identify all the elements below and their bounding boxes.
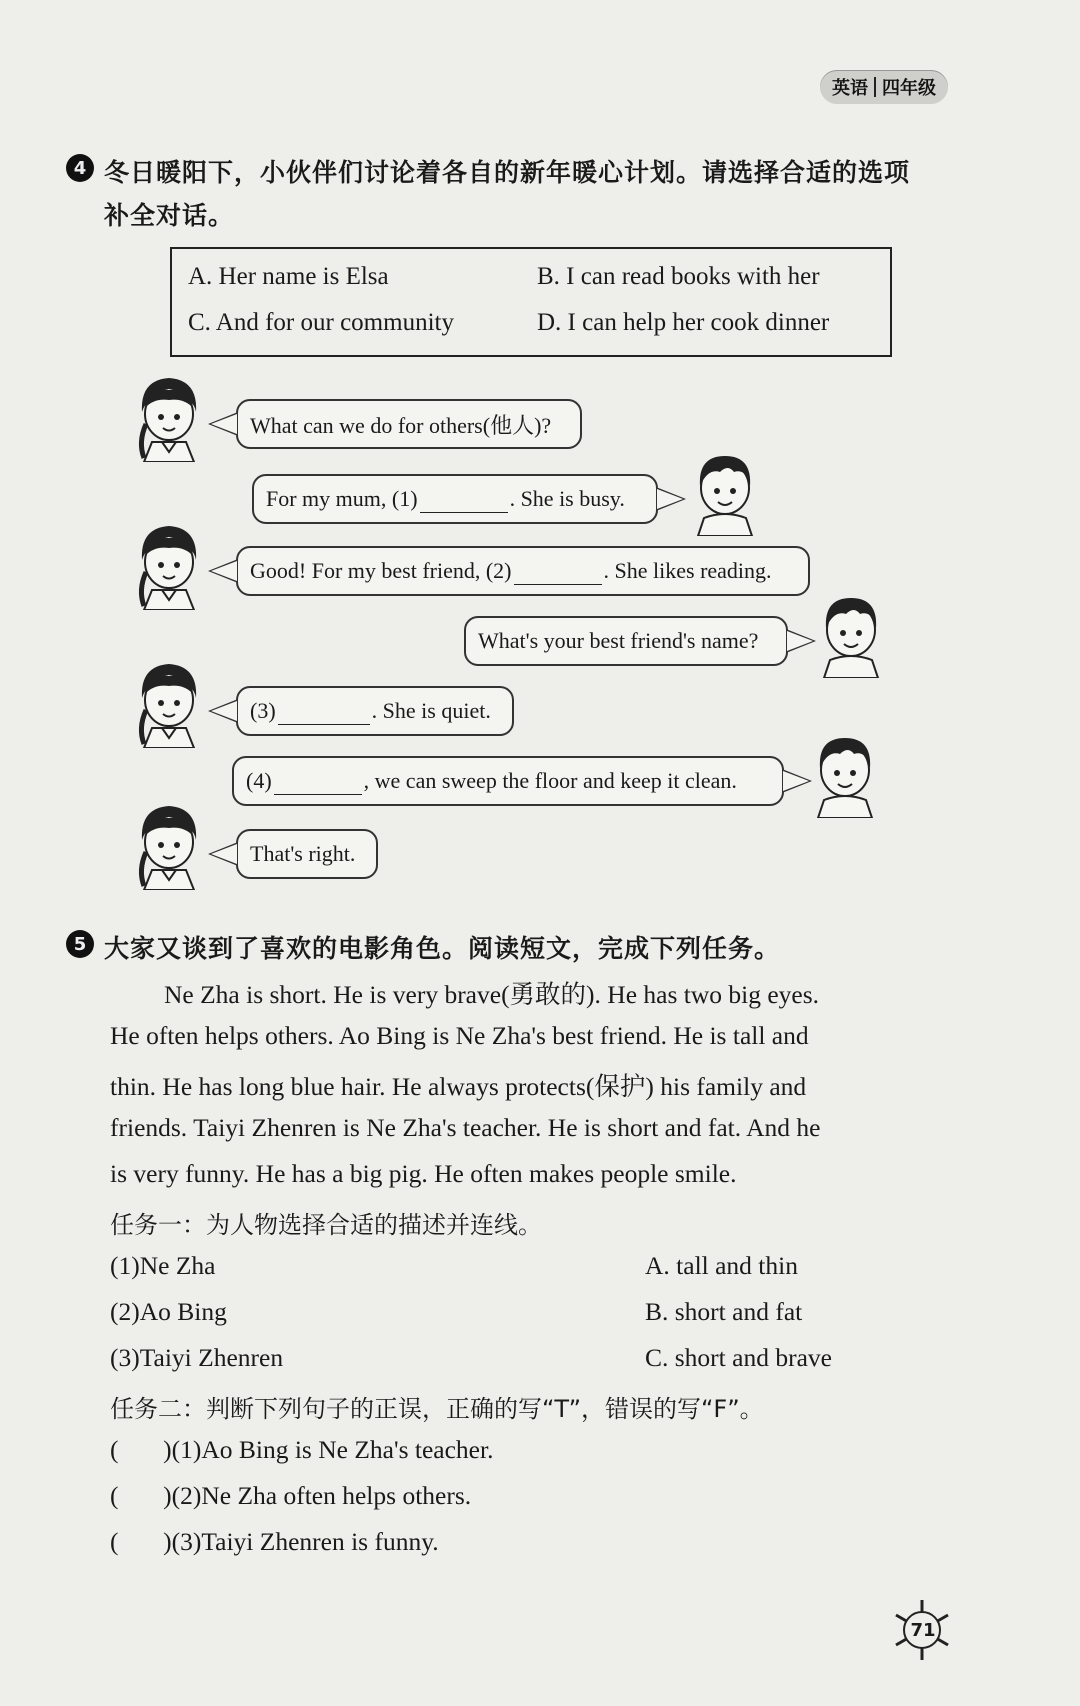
passage-line-1: Ne Zha is short. He is very brave(勇敢的). He has two big eyes. [164, 980, 820, 1009]
dialogue-line-6-post: , we can sweep the floor and keep it clean. [363, 768, 737, 793]
boy-avatar [810, 728, 880, 818]
task2-statement-2: (2)Ne Zha often helps others. [171, 1481, 472, 1510]
question-5-number: 5 [66, 930, 94, 958]
page-number: 71 [910, 1619, 936, 1641]
question-4-instruction-line1: 冬日暖阳下，小伙伴们讨论着各自的新年暖心计划。请选择合适的选项 [104, 158, 911, 187]
dialogue-line-2-pre: For my mum, (1) [266, 486, 418, 511]
question-5-instruction: 大家又谈到了喜欢的电影角色。阅读短文，完成下列任务。 [104, 934, 781, 963]
passage-line-5: is very funny. He has a big pig. He often makes people smile. [110, 1159, 737, 1188]
bubble-tail [208, 842, 238, 866]
dialogue-bubble-1 [236, 399, 582, 449]
option-d: D. I can help her cook dinner [537, 309, 830, 336]
subject-label: 英语 [832, 78, 868, 99]
dialogue-bubble-3 [236, 546, 810, 596]
bubble-tail [208, 559, 238, 583]
girl-avatar [134, 372, 204, 462]
options-box [170, 247, 892, 357]
task2-item-1 [110, 1435, 493, 1465]
passage-line-4: friends. Taiyi Zhenren is Ne Zha's teacher. He is short and fat. And he [110, 1113, 821, 1142]
passage-line-2: He often helps others. Ao Bing is Ne Zha's best friend. He is tall and [110, 1021, 809, 1050]
dialogue-line-4: What's your best friend's name? [478, 628, 759, 653]
bubble-tail [786, 629, 816, 653]
task2-statement-1: (1)Ao Bing is Ne Zha's teacher. [171, 1435, 494, 1464]
boy-avatar [690, 446, 760, 536]
girl-avatar [134, 520, 204, 610]
passage-line-3: thin. He has long blue hair. He always protects(保护) his family and [110, 1072, 807, 1101]
answer-blank-1[interactable] [420, 486, 508, 513]
task2-item-2 [110, 1481, 471, 1511]
subject-grade-tag [820, 70, 948, 104]
grade-label: 四年级 [882, 78, 936, 99]
answer-blank-4[interactable] [274, 768, 362, 795]
task1-character-3[interactable]: (3)Taiyi Zhenren [110, 1343, 284, 1372]
dialogue-line-3-pre: Good! For my best friend, (2) [250, 558, 512, 583]
tag-divider [874, 77, 876, 97]
dialogue-bubble-6 [232, 756, 784, 806]
task1-description-b[interactable]: B. short and fat [645, 1297, 803, 1326]
answer-bracket-2[interactable]: ( ) [110, 1481, 172, 1510]
dialogue-line-3-post: . She likes reading. [603, 558, 772, 583]
bubble-tail [656, 487, 686, 511]
dialogue-line-5-post: . She is quiet. [371, 698, 491, 723]
dialogue-line-5-pre: (3) [250, 698, 276, 723]
girl-avatar [134, 800, 204, 890]
task2-statement-3: (3)Taiyi Zhenren is funny. [171, 1527, 439, 1556]
task2-title: 任务二：判断下列句子的正误，正确的写“T”，错误的写“F”。 [110, 1395, 764, 1423]
answer-blank-3[interactable] [278, 698, 370, 725]
dialogue-bubble-5 [236, 686, 514, 736]
task2-item-3 [110, 1527, 439, 1557]
dialogue-bubble-4 [464, 616, 788, 666]
answer-bracket-1[interactable]: ( ) [110, 1435, 172, 1464]
option-a: A. Her name is Elsa [188, 263, 389, 290]
task1-character-2[interactable]: (2)Ao Bing [110, 1297, 227, 1326]
dialogue-line-2-post: . She is busy. [509, 486, 625, 511]
task1-description-c[interactable]: C. short and brave [645, 1343, 832, 1372]
dialogue-bubble-7 [236, 829, 378, 879]
dialogue-line-7: That's right. [250, 841, 356, 866]
answer-bracket-3[interactable]: ( ) [110, 1527, 172, 1556]
dialogue-bubble-2 [252, 474, 658, 524]
bubble-tail [208, 699, 238, 723]
dialogue-line-6-pre: (4) [246, 768, 272, 793]
bubble-tail [782, 769, 812, 793]
question-4-instruction-line2: 补全对话。 [104, 201, 235, 230]
girl-avatar [134, 658, 204, 748]
answer-blank-2[interactable] [514, 558, 602, 585]
task1-character-1[interactable]: (1)Ne Zha [110, 1251, 216, 1280]
task1-title: 任务一：为人物选择合适的描述并连线。 [110, 1211, 542, 1239]
question-4-number: 4 [66, 154, 94, 182]
option-b: B. I can read books with her [537, 263, 820, 290]
boy-avatar [816, 588, 886, 678]
task1-description-a[interactable]: A. tall and thin [645, 1251, 798, 1280]
bubble-tail [208, 412, 238, 436]
dialogue-line-1: What can we do for others(他人)? [250, 412, 552, 438]
option-c: C. And for our community [188, 309, 454, 336]
